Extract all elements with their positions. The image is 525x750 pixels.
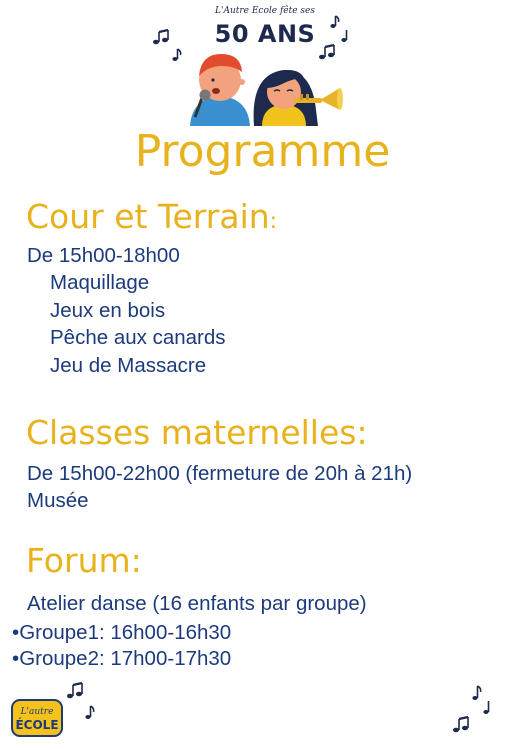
cour-time: De 15h00-18h00	[27, 244, 180, 267]
cour-item: Pêche aux canards	[50, 326, 226, 349]
section-heading-cour-text: Cour et Terrain	[26, 197, 270, 236]
page-title: Programme	[134, 126, 391, 177]
logo-line2: ÉCOLE	[15, 718, 59, 732]
music-note-icon	[64, 678, 104, 722]
singer-child-illustration	[190, 54, 250, 126]
cour-item: Maquillage	[50, 271, 150, 294]
bullet-marker: •	[12, 621, 20, 644]
section-heading-cour	[26, 197, 277, 236]
music-note-icon	[319, 45, 334, 59]
section-heading-forum: Forum:	[26, 541, 142, 580]
school-logo	[11, 699, 63, 737]
music-note-icon	[172, 49, 180, 61]
music-note-icon	[450, 678, 502, 738]
section-heading-classes: Classes maternelles:	[26, 413, 368, 452]
classes-line: Musée	[27, 489, 89, 512]
forum-line: Atelier danse (16 enfants par groupe)	[27, 592, 367, 615]
cour-item: Jeu de Massacre	[50, 354, 207, 377]
anniversary-title: 50 ANS	[214, 20, 316, 48]
bullet-marker: •	[12, 647, 20, 670]
section-heading-colon: :	[269, 209, 278, 234]
classes-line: De 15h00-22h00 (fermeture de 20h à 21h)	[27, 462, 413, 485]
forum-bullet-item	[12, 647, 231, 671]
music-note-icon	[330, 16, 346, 42]
forum-bullet-text: Groupe2: 17h00-17h30	[19, 647, 232, 670]
logo-line1: L'autre	[20, 707, 54, 717]
forum-bullet-item	[12, 621, 231, 645]
music-note-icon	[153, 30, 168, 44]
forum-bullet-text: Groupe1: 16h00-16h30	[19, 621, 232, 644]
children-music-illustration	[150, 14, 360, 126]
anniversary-tagline: L'Autre Ecole fête ses	[215, 6, 315, 16]
cour-item: Jeux en bois	[50, 299, 166, 322]
